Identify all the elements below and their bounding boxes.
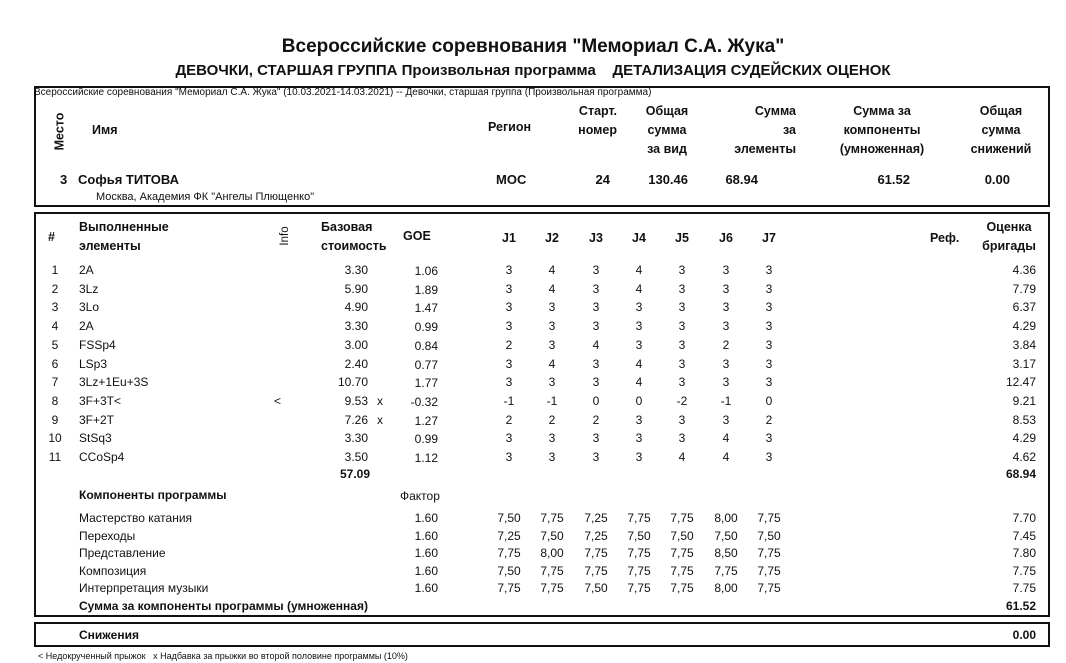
component-judge-score: 7,75: [497, 546, 521, 560]
element-judge-score: 3: [678, 431, 686, 445]
element-judge-score: -1: [720, 394, 732, 408]
component-factor: 1.60: [414, 511, 438, 525]
component-judge-score: 7,75: [627, 511, 651, 525]
element-judge-score: -2: [676, 394, 688, 408]
element-judge-score: 3: [678, 300, 686, 314]
element-judge-score: 3: [678, 413, 686, 427]
element-judge-score: 4: [635, 357, 643, 371]
element-code: 2A: [79, 263, 94, 277]
skater-components: 61.52: [877, 172, 910, 187]
element-number: 11: [48, 450, 62, 464]
judge-header-7: J7: [762, 231, 776, 245]
component-score: 7.80: [1012, 546, 1036, 560]
element-judge-score: 3: [635, 431, 643, 445]
element-judge-score: 3: [722, 375, 730, 389]
element-code: LSp3: [79, 357, 108, 371]
component-score: 7.70: [1012, 511, 1036, 525]
element-base-value: 3.30: [344, 263, 368, 277]
element-judge-score: 3: [548, 431, 556, 445]
element-judge-score: 3: [765, 450, 773, 464]
element-judge-score: 3: [505, 263, 513, 277]
component-judge-score: 8,00: [714, 511, 738, 525]
element-judge-score: 3: [505, 450, 513, 464]
component-judge-score: 7,75: [627, 546, 651, 560]
component-judge-score: 7,75: [540, 581, 564, 595]
element-goe: 0.99: [414, 320, 438, 334]
start-header-line1: Старт.: [578, 104, 617, 118]
element-judge-score: -1: [503, 394, 515, 408]
judge-header-3: J3: [589, 231, 603, 245]
element-judge-score: 3: [722, 357, 730, 371]
element-judge-score: 3: [765, 263, 773, 277]
component-judge-score: 7,50: [757, 529, 781, 543]
deductions-header: [962, 102, 1040, 159]
skater-name: Софья ТИТОВА: [78, 172, 180, 187]
element-judge-score: 3: [765, 282, 773, 296]
component-factor: 1.60: [414, 564, 438, 578]
component-judge-score: 7,75: [670, 546, 694, 560]
component-judge-score: 7,75: [627, 581, 651, 595]
element-goe: -0.32: [410, 395, 438, 409]
element-judge-score: 3: [548, 319, 556, 333]
element-base-value: 3.50: [344, 450, 368, 464]
element-panel-score: 4.36: [1012, 263, 1036, 277]
element-judge-score: 4: [548, 282, 556, 296]
element-judge-score: 3: [765, 300, 773, 314]
element-panel-score: 7.79: [1012, 282, 1036, 296]
element-code: 3F+2T: [79, 413, 115, 427]
component-judge-score: 7,75: [584, 564, 608, 578]
element-judge-score: 3: [765, 375, 773, 389]
component-judge-score: 7,75: [540, 511, 564, 525]
component-name: Композиция: [79, 564, 147, 578]
element-code: 2A: [79, 319, 94, 333]
element-judge-score: 3: [592, 450, 600, 464]
skater-place: 3: [60, 172, 68, 187]
component-judge-score: 7,75: [757, 564, 781, 578]
footnote: < Недокрученный прыжок x Надбавка за прыжки во второй половине программы (10%): [38, 651, 408, 661]
base-header-line2: стоимость: [321, 239, 387, 253]
element-judge-score: 3: [592, 300, 600, 314]
event-line: Всероссийские соревнования "Мемориал С.А. Жука" (10.03.2021-14.03.2021) -- Девочки, старшая группа (Произвольная программа): [34, 87, 652, 98]
component-judge-score: 7,75: [497, 581, 521, 595]
element-number: 8: [51, 394, 59, 408]
skater-club: Москва, Академия ФК "Ангелы Плющенко": [96, 191, 315, 203]
components-sum-line1: Сумма за: [853, 104, 911, 118]
base-value-header: [321, 218, 387, 256]
elements-sum-line2: за: [782, 123, 796, 137]
component-judge-score: 7,75: [670, 581, 694, 595]
element-judge-score: 2: [765, 413, 773, 427]
element-number: 7: [51, 375, 59, 389]
element-base-value: 3.00: [344, 338, 368, 352]
element-judge-score: 3: [635, 319, 643, 333]
component-judge-score: 7,75: [584, 546, 608, 560]
component-factor: 1.60: [414, 581, 438, 595]
components-label: Компоненты программы: [79, 488, 227, 502]
component-judge-score: 7,50: [584, 581, 608, 595]
component-judge-score: 7,75: [757, 546, 781, 560]
component-score: 7.75: [1012, 564, 1036, 578]
element-judge-score: 3: [592, 282, 600, 296]
element-judge-score: 3: [592, 357, 600, 371]
element-judge-score: 3: [548, 338, 556, 352]
element-goe: 1.12: [414, 451, 438, 465]
component-name: Представление: [79, 546, 166, 560]
element-judge-score: 4: [548, 263, 556, 277]
judge-header-5: J5: [675, 231, 689, 245]
element-goe: 1.77: [414, 376, 438, 390]
element-panel-score: 12.47: [1005, 375, 1036, 389]
element-judge-score: 3: [722, 282, 730, 296]
element-judge-score: 3: [765, 319, 773, 333]
element-panel-score: 4.29: [1012, 431, 1036, 445]
element-base-value: 2.40: [344, 357, 368, 371]
element-number: 10: [48, 431, 62, 445]
element-judge-score: 3: [678, 282, 686, 296]
judge-header-2: J2: [545, 231, 559, 245]
deductions-label: Снижения: [79, 628, 139, 642]
component-judge-score: 8,50: [714, 546, 738, 560]
goe-header: GOE: [403, 229, 431, 243]
element-judge-score: 0: [635, 394, 643, 408]
element-judge-score: 4: [548, 357, 556, 371]
element-base-value: 10.70: [337, 375, 368, 389]
judge-header-6: J6: [719, 231, 733, 245]
total-header-line3: за вид: [647, 142, 687, 156]
deductions-value: 0.00: [1012, 628, 1036, 642]
component-judge-score: 7,25: [584, 529, 608, 543]
page-title: Всероссийские соревнования "Мемориал С.А. Жука": [281, 36, 785, 57]
components-sum-header: [826, 102, 938, 159]
executed-header-line2: элементы: [79, 239, 141, 253]
component-factor: 1.60: [414, 546, 438, 560]
components-sum-line2: компоненты: [843, 123, 921, 137]
element-judge-score: 3: [548, 450, 556, 464]
element-judge-score: 3: [505, 300, 513, 314]
element-base-value: 4.90: [344, 300, 368, 314]
element-code: 3Lz+1Eu+3S: [79, 375, 149, 389]
component-score: 7.75: [1012, 581, 1036, 595]
element-judge-score: 3: [722, 319, 730, 333]
element-judge-score: 2: [592, 413, 600, 427]
element-judge-score: 3: [678, 263, 686, 277]
element-base-value: 3.30: [344, 319, 368, 333]
element-number: 1: [51, 263, 59, 277]
element-base-value: 3.30: [344, 431, 368, 445]
deductions-box: [34, 622, 1050, 647]
start-header: [560, 102, 617, 140]
component-judge-score: 7,75: [670, 564, 694, 578]
element-judge-score: 3: [592, 431, 600, 445]
element-judge-score: 3: [678, 338, 686, 352]
element-code: FSSp4: [79, 338, 116, 352]
element-judge-score: 3: [722, 300, 730, 314]
component-judge-score: 8,00: [540, 546, 564, 560]
judge-header-1: J1: [502, 231, 516, 245]
components-sum-line3: (умноженная): [839, 142, 925, 156]
elements-score-total: 68.94: [1005, 467, 1036, 481]
num-header: #: [48, 230, 55, 244]
place-header: Место: [52, 112, 67, 151]
element-code: 3Lo: [79, 300, 100, 314]
deductions-header-line3: снижений: [970, 142, 1032, 156]
component-judge-score: 7,50: [670, 529, 694, 543]
elements-sum-header: [722, 102, 796, 159]
component-judge-score: 7,75: [627, 564, 651, 578]
element-judge-score: 3: [635, 338, 643, 352]
element-judge-score: 3: [635, 450, 643, 464]
element-info: <: [274, 394, 282, 408]
element-number: 9: [51, 413, 59, 427]
component-factor: 1.60: [414, 529, 438, 543]
factor-header: Фактор: [400, 489, 440, 503]
element-judge-score: 2: [505, 338, 513, 352]
skater-start-no: 24: [595, 172, 610, 187]
info-header: Info: [279, 226, 291, 246]
element-judge-score: 2: [505, 413, 513, 427]
skater-deductions: 0.00: [984, 172, 1010, 187]
element-judge-score: 3: [505, 375, 513, 389]
element-goe: 0.84: [414, 339, 438, 353]
element-judge-score: 3: [505, 431, 513, 445]
element-judge-score: 4: [592, 338, 600, 352]
region-header: Регион: [488, 120, 532, 134]
element-judge-score: 3: [722, 413, 730, 427]
elements-sum-line1: Сумма: [754, 104, 796, 118]
element-judge-score: 3: [635, 413, 643, 427]
component-judge-score: 7,50: [497, 511, 521, 525]
element-judge-score: 3: [548, 375, 556, 389]
ref-header: Реф.: [930, 231, 960, 245]
deductions-header-line2: сумма: [981, 123, 1021, 137]
element-goe: 1.89: [414, 283, 438, 297]
element-base-value: 5.90: [344, 282, 368, 296]
component-judge-score: 7,25: [497, 529, 521, 543]
skater-total: 130.46: [648, 172, 688, 187]
base-header-line1: Базовая: [321, 220, 373, 234]
component-judge-score: 7,50: [497, 564, 521, 578]
element-panel-score: 4.29: [1012, 319, 1036, 333]
component-judge-score: 8,00: [714, 581, 738, 595]
elements-sum-line3: элементы: [734, 142, 796, 156]
component-name: Интерпретация музыки: [79, 581, 209, 595]
element-judge-score: 3: [548, 300, 556, 314]
element-judge-score: 3: [765, 431, 773, 445]
element-judge-score: 3: [678, 357, 686, 371]
element-panel-score: 9.21: [1012, 394, 1036, 408]
component-judge-score: 7,75: [757, 511, 781, 525]
element-judge-score: 3: [592, 319, 600, 333]
deductions-header-line1: Общая: [979, 104, 1023, 118]
element-goe: 1.47: [414, 301, 438, 315]
element-judge-score: 3: [678, 375, 686, 389]
element-judge-score: 3: [722, 263, 730, 277]
total-header-line2: сумма: [647, 123, 687, 137]
components-total-label: Сумма за компоненты программы (умноженная): [79, 599, 368, 613]
element-code: CCoSp4: [79, 450, 125, 464]
element-judge-score: 3: [505, 357, 513, 371]
component-judge-score: 7,50: [627, 529, 651, 543]
element-judge-score: 4: [635, 375, 643, 389]
component-score: 7.45: [1012, 529, 1036, 543]
element-judge-score: 2: [722, 338, 730, 352]
component-judge-score: 7,50: [714, 529, 738, 543]
element-judge-score: 4: [635, 282, 643, 296]
element-judge-score: 3: [592, 375, 600, 389]
element-panel-score: 8.53: [1012, 413, 1036, 427]
element-judge-score: 3: [635, 300, 643, 314]
executed-header: [79, 218, 169, 256]
skater-region: МОС: [496, 172, 527, 187]
element-number: 5: [51, 338, 59, 352]
component-name: Мастерство катания: [79, 511, 193, 525]
component-judge-score: 7,75: [540, 564, 564, 578]
element-panel-score: 4.62: [1012, 450, 1036, 464]
element-judge-score: 4: [722, 450, 730, 464]
element-number: 3: [51, 300, 59, 314]
component-judge-score: 7,25: [584, 511, 608, 525]
panel-score-line1: Оценка: [986, 220, 1032, 234]
component-judge-score: 7,75: [757, 581, 781, 595]
element-bonus-mark: x: [377, 413, 383, 427]
element-judge-score: 0: [592, 394, 600, 408]
start-header-line2: номер: [578, 123, 617, 137]
components-total-score: 61.52: [1005, 599, 1036, 613]
element-judge-score: 4: [722, 431, 730, 445]
element-number: 6: [51, 357, 59, 371]
element-judge-score: 4: [678, 450, 686, 464]
element-judge-score: 2: [548, 413, 556, 427]
element-base-value: 9.53: [344, 394, 368, 408]
component-judge-score: 7,75: [670, 511, 694, 525]
element-judge-score: 3: [765, 357, 773, 371]
element-code: 3Lz: [79, 282, 99, 296]
element-goe: 0.99: [414, 432, 438, 446]
element-number: 2: [51, 282, 59, 296]
executed-header-line1: Выполненные: [79, 220, 169, 234]
component-judge-score: 7,50: [540, 529, 564, 543]
element-panel-score: 6.37: [1012, 300, 1036, 314]
panel-score-header: [972, 218, 1046, 256]
element-panel-score: 3.84: [1012, 338, 1036, 352]
name-header: Имя: [92, 123, 118, 137]
element-judge-score: 4: [635, 263, 643, 277]
panel-score-line2: бригады: [982, 239, 1036, 253]
element-number: 4: [51, 319, 59, 333]
total-header-line1: Общая: [645, 104, 689, 118]
element-judge-score: 3: [765, 338, 773, 352]
element-code: StSq3: [79, 431, 112, 445]
element-judge-score: 0: [765, 394, 773, 408]
element-judge-score: 3: [678, 319, 686, 333]
element-judge-score: -1: [546, 394, 558, 408]
judge-header-4: J4: [632, 231, 646, 245]
element-goe: 0.77: [414, 358, 438, 372]
total-header: [632, 102, 702, 159]
element-panel-score: 3.17: [1012, 357, 1036, 371]
element-judge-score: 3: [505, 319, 513, 333]
element-base-value: 7.26: [344, 413, 368, 427]
element-bonus-mark: x: [377, 394, 383, 408]
element-goe: 1.06: [414, 264, 438, 278]
element-goe: 1.27: [414, 414, 438, 428]
element-judge-score: 3: [592, 263, 600, 277]
page-subtitle: ДЕВОЧКИ, СТАРШАЯ ГРУППА Произвольная программа ДЕТАЛИЗАЦИЯ СУДЕЙСКИХ ОЦЕНОК: [175, 62, 891, 79]
component-judge-score: 7,75: [714, 564, 738, 578]
element-judge-score: 3: [505, 282, 513, 296]
base-total: 57.09: [339, 467, 370, 481]
component-name: Переходы: [79, 529, 136, 543]
element-code: 3F+3T<: [79, 394, 122, 408]
skater-elements: 68.94: [725, 172, 758, 187]
